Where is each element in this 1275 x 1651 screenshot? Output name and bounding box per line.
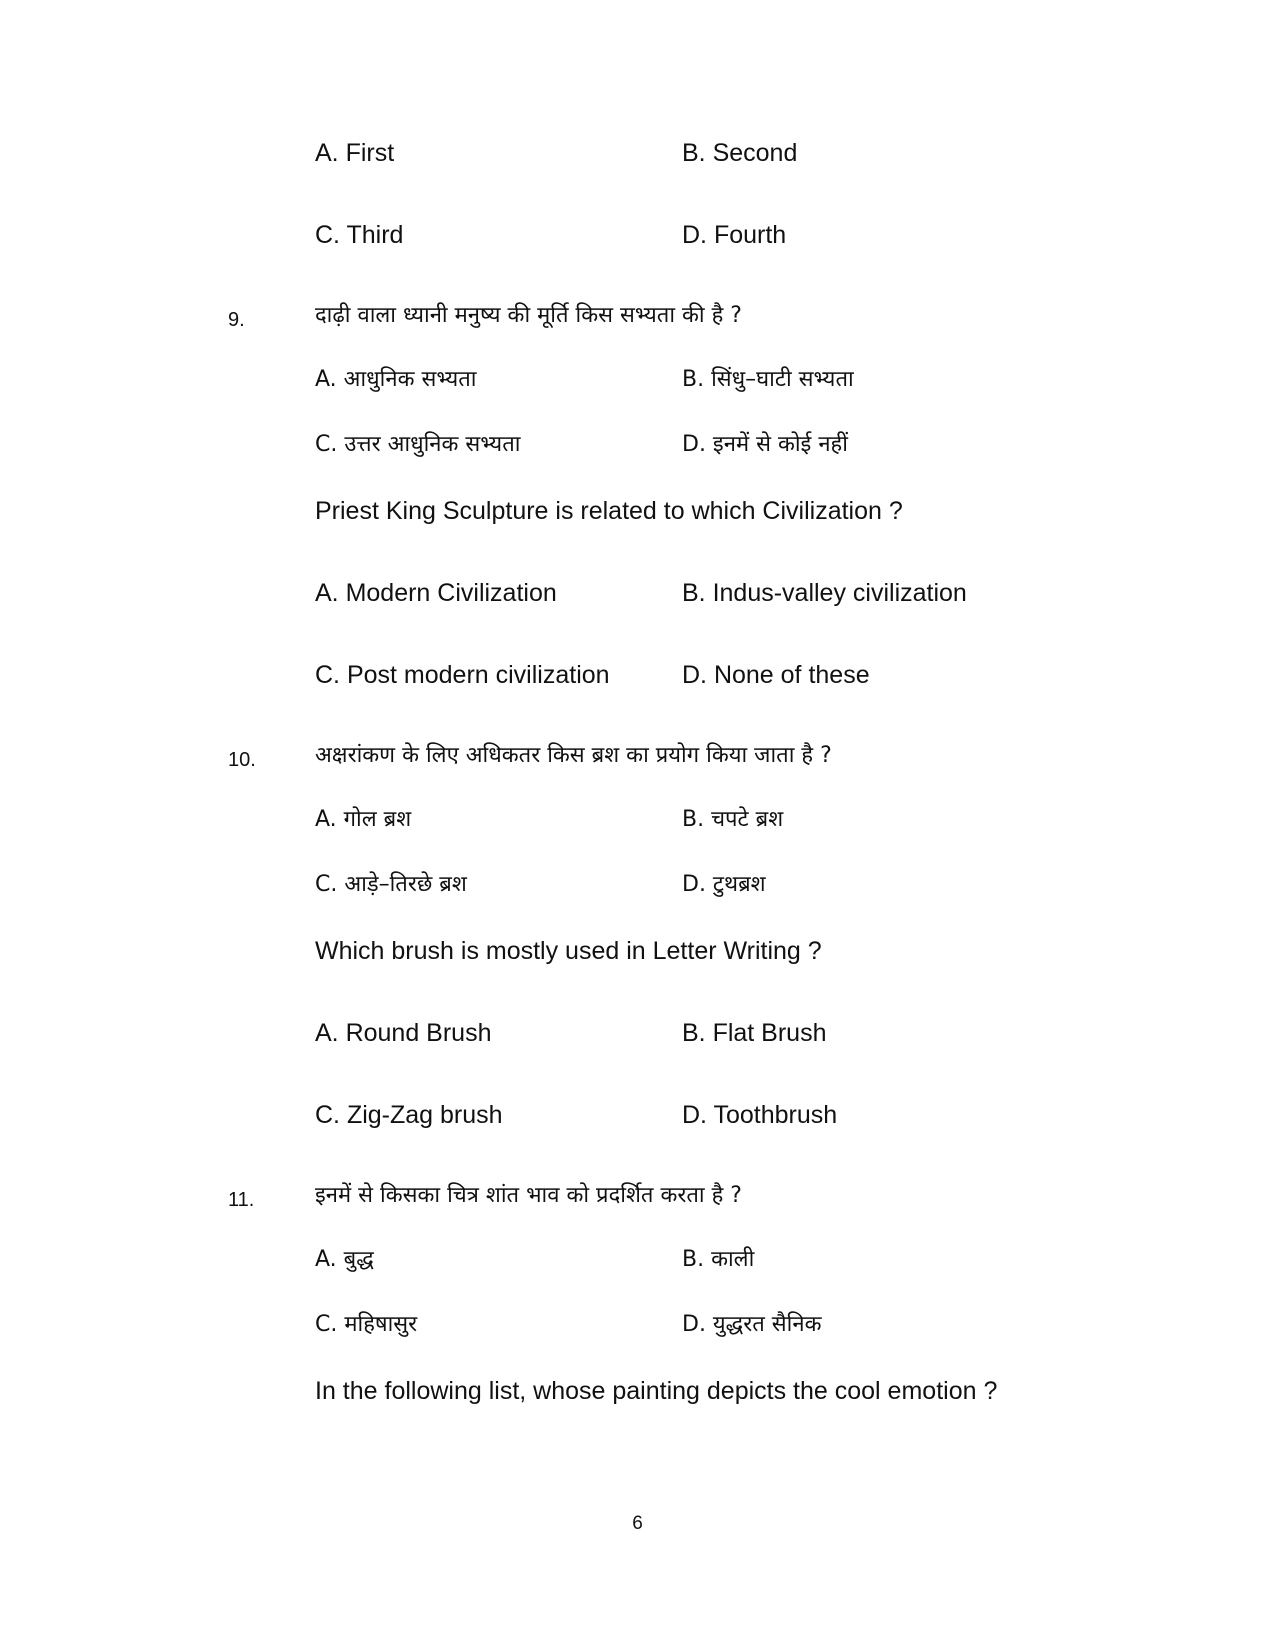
question-11-hindi-option-d: D. युद्धरत सैनिक [682,1312,822,1337]
question-11-hindi-option-c: C. महिषासुर [315,1312,418,1337]
question-9-english: Priest King Sculpture is related to which Civilization ? [315,497,903,525]
question-9-hindi-option-c: C. उत्तर आधुनिक सभ्यता [315,432,521,457]
question-9-option-a: A. Modern Civilization [315,579,557,607]
question-9-option-d: D. None of these [682,661,870,689]
question-10-hindi-option-d: D. टुथब्रश [682,872,766,897]
option-b: B. Second [682,139,798,167]
question-9-hindi-option-a: A. आधुनिक सभ्यता [315,367,477,392]
question-10-hindi-option-c: C. आड़े–तिरछे ब्रश [315,872,467,897]
question-9-option-b: B. Indus-valley civilization [682,579,967,607]
option-c: C. Third [315,221,404,249]
question-11-hindi-option-b: B. काली [682,1247,755,1272]
question-10-hindi-option-b: B. चपटे ब्रश [682,807,784,832]
question-number-11: 11. [228,1189,255,1211]
question-9-option-c: C. Post modern civilization [315,661,610,689]
question-10-english: Which brush is mostly used in Letter Writing ? [315,937,822,965]
question-11-hindi: इनमें से किसका चित्र शांत भाव को प्रदर्शित करता है ? [315,1183,742,1208]
question-number-9: 9. [228,309,245,331]
question-11-hindi-option-a: A. बुद्ध [315,1247,374,1272]
option-d: D. Fourth [682,221,787,249]
question-10-option-d: D. Toothbrush [682,1101,838,1129]
question-number-10: 10. [228,749,256,771]
question-9-hindi-option-b: B. सिंधु–घाटी सभ्यता [682,367,854,392]
page-number: 6 [632,1513,643,1534]
question-9-hindi: दाढ़ी वाला ध्यानी मनुष्य की मूर्ति किस सभ्यता की है ? [315,303,742,328]
question-10-option-c: C. Zig-Zag brush [315,1101,503,1129]
option-a: A. First [315,139,395,167]
question-11-english: In the following list, whose painting depicts the cool emotion ? [315,1377,998,1405]
question-10-hindi: अक्षरांकण के लिए अधिकतर किस ब्रश का प्रयोग किया जाता है ? [315,743,832,768]
question-10-option-a: A. Round Brush [315,1019,492,1047]
question-10-option-b: B. Flat Brush [682,1019,827,1047]
question-9-hindi-option-d: D. इनमें से कोई नहीं [682,432,848,457]
question-10-hindi-option-a: A. गोल ब्रश [315,807,412,832]
